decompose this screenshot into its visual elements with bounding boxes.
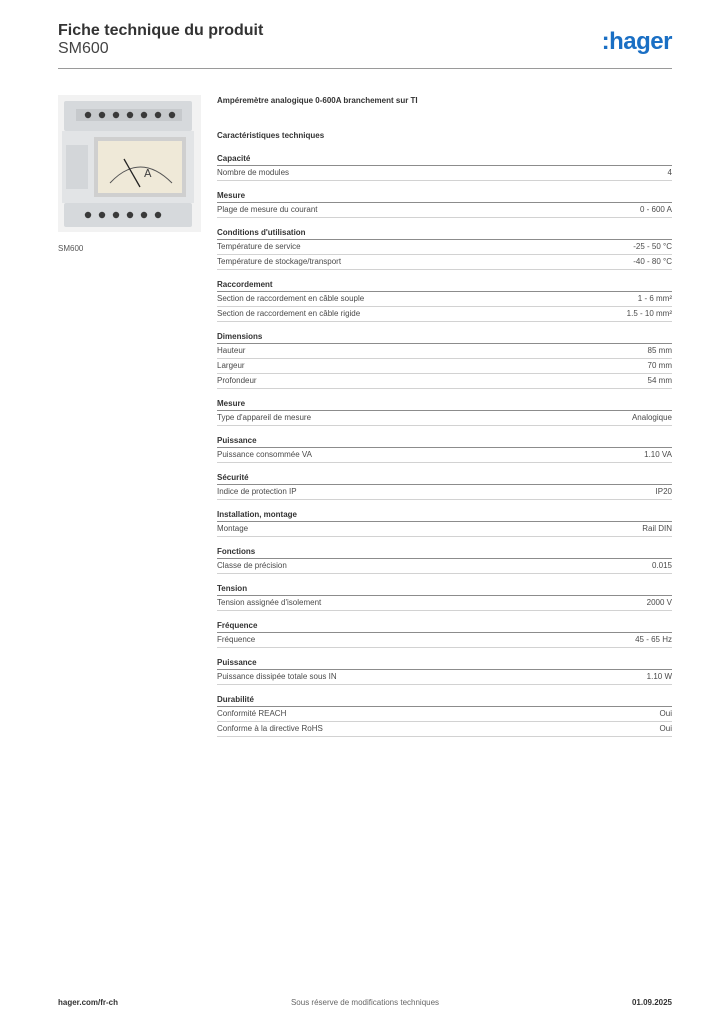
spec-row: [217, 307, 672, 322]
spec-label: Indice de protection IP: [217, 487, 297, 496]
spec-value: 1.5 - 10 mm²: [626, 309, 672, 318]
spec-group: [217, 657, 672, 685]
spec-group-title: Mesure: [217, 190, 672, 203]
footer-website-link[interactable]: hager.com/fr-ch: [58, 998, 119, 1007]
spec-group: [217, 583, 672, 611]
spec-label: Type d'appareil de mesure: [217, 413, 312, 422]
spec-value: 2000 V: [646, 598, 672, 607]
spec-group-title: Raccordement: [217, 279, 672, 292]
spec-group: [217, 472, 672, 500]
spec-group: [217, 694, 672, 737]
spec-row: [217, 411, 672, 426]
spec-value: -25 - 50 °C: [633, 242, 672, 251]
spec-row: [217, 722, 672, 737]
spec-row: [217, 292, 672, 307]
footer-disclaimer: Sous réserve de modifications techniques: [290, 998, 440, 1007]
spec-label: Tension assignée d'isolement: [217, 598, 322, 607]
spec-label: Section de raccordement en câble souple: [217, 294, 365, 303]
spec-value: 1.10 VA: [644, 450, 672, 459]
specs-heading: Caractéristiques techniques: [217, 131, 325, 140]
spec-group-title: Fréquence: [217, 620, 672, 633]
document-title: Fiche technique du produit: [58, 22, 264, 39]
spec-value: IP20: [655, 487, 672, 496]
spec-group-title: Mesure: [217, 398, 672, 411]
footer-date: 01.09.2025: [631, 998, 672, 1007]
spec-group: [217, 331, 672, 389]
spec-row: [217, 633, 672, 648]
page-footer: [58, 998, 672, 1010]
spec-row: [217, 670, 672, 685]
spec-label: Puissance consommée VA: [217, 450, 313, 459]
spec-row: [217, 344, 672, 359]
spec-value: 1.10 W: [646, 672, 672, 681]
spec-row: [217, 240, 672, 255]
spec-value: -40 - 80 °C: [633, 257, 672, 266]
spec-group-title: Dimensions: [217, 331, 672, 344]
spec-group-title: Capacité: [217, 153, 672, 166]
spec-group: [217, 435, 672, 463]
spec-value: 45 - 65 Hz: [635, 635, 672, 644]
spec-label: Nombre de modules: [217, 168, 290, 177]
spec-value: Rail DIN: [642, 524, 672, 533]
spec-value: 1 - 6 mm²: [637, 294, 672, 303]
spec-row: [217, 255, 672, 270]
spec-row: [217, 707, 672, 722]
hager-logo: :hager: [601, 28, 672, 55]
spec-label: Température de stockage/transport: [217, 257, 342, 266]
spec-row: [217, 596, 672, 611]
spec-group-title: Sécurité: [217, 472, 672, 485]
spec-row: [217, 166, 672, 181]
spec-label: Largeur: [217, 361, 245, 370]
svg-text:A: A: [144, 167, 152, 180]
spec-group: [217, 620, 672, 648]
spec-group-title: Tension: [217, 583, 672, 596]
spec-row: [217, 203, 672, 218]
spec-value: 4: [667, 168, 672, 177]
spec-value: Oui: [659, 724, 672, 733]
spec-label: Conforme à la directive RoHS: [217, 724, 323, 733]
spec-group: [217, 153, 672, 181]
spec-group-title: Conditions d'utilisation: [217, 227, 672, 240]
spec-value: 54 mm: [647, 376, 672, 385]
spec-label: Profondeur: [217, 376, 257, 385]
spec-row: [217, 559, 672, 574]
product-image: [58, 95, 201, 232]
spec-group-title: Installation, montage: [217, 509, 672, 522]
spec-value: 0.015: [651, 561, 672, 570]
spec-group: [217, 190, 672, 218]
page-header: [58, 20, 672, 68]
ammeter-illustration: [58, 95, 201, 232]
spec-label: Montage: [217, 524, 249, 533]
spec-group: [217, 279, 672, 322]
spec-value: 0 - 600 A: [639, 205, 672, 214]
product-reference: SM600: [58, 40, 109, 57]
spec-row: [217, 522, 672, 537]
spec-content: [217, 96, 672, 737]
spec-label: Hauteur: [217, 346, 246, 355]
spec-value: 85 mm: [647, 346, 672, 355]
header-divider: [58, 68, 672, 69]
spec-group: [217, 398, 672, 426]
spec-group-title: Puissance: [217, 657, 672, 670]
spec-row: [217, 448, 672, 463]
spec-row: [217, 359, 672, 374]
spec-label: Classe de précision: [217, 561, 287, 570]
spec-group-title: Puissance: [217, 435, 672, 448]
spec-group: [217, 509, 672, 537]
spec-group-title: Fonctions: [217, 546, 672, 559]
spec-group-title: Durabilité: [217, 694, 672, 707]
spec-group: [217, 227, 672, 270]
spec-label: Section de raccordement en câble rigide: [217, 309, 361, 318]
spec-value: 70 mm: [647, 361, 672, 370]
spec-row: [217, 374, 672, 389]
spec-value: Oui: [659, 709, 672, 718]
spec-label: Fréquence: [217, 635, 256, 644]
spec-label: Température de service: [217, 242, 301, 251]
image-caption: SM600: [58, 244, 84, 253]
spec-label: Puissance dissipée totale sous IN: [217, 672, 337, 681]
spec-row: [217, 485, 672, 500]
spec-label: Conformité REACH: [217, 709, 287, 718]
spec-label: Plage de mesure du courant: [217, 205, 318, 214]
spec-group: [217, 546, 672, 574]
product-description: Ampéremètre analogique 0-600A branchement sur TI: [217, 96, 418, 105]
spec-value: Analogique: [631, 413, 672, 422]
